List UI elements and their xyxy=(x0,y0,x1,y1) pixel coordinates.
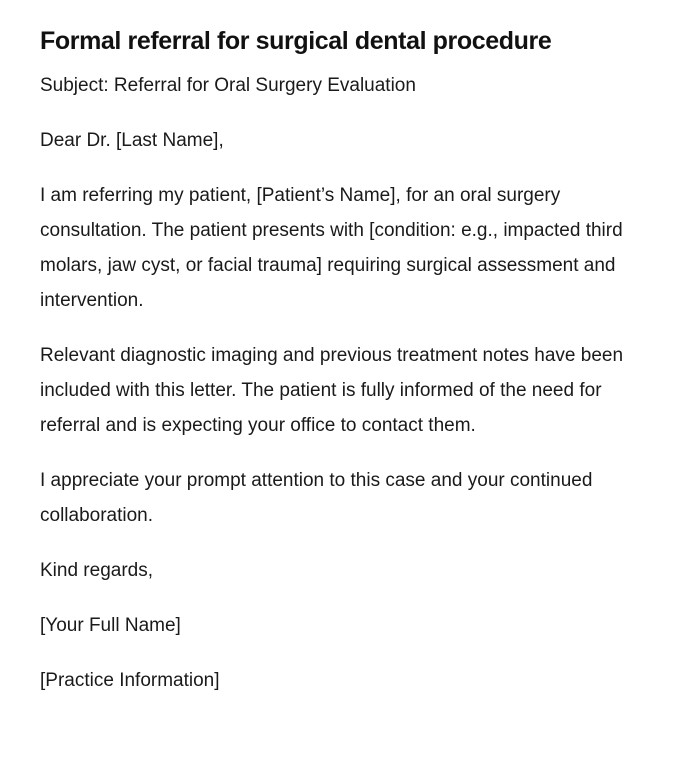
body-paragraph-appreciation: I appreciate your prompt attention to this case and your continued collaboration. xyxy=(40,470,593,526)
subject-line: Subject: Referral for Oral Surgery Evaluation xyxy=(40,75,416,96)
body-paragraph-imaging: Relevant diagnostic imaging and previous treatment notes have been included with this letter. The patient is fully informed of the need for referral and is expecting your office to contact them. xyxy=(40,345,624,436)
signature-practice: [Practice Information] xyxy=(40,670,220,691)
salutation: Dear Dr. [Last Name], xyxy=(40,130,224,151)
document-title: Formal referral for surgical dental procedure xyxy=(40,27,552,55)
body-paragraph-referral: I am referring my patient, [Patient’s Name], for an oral surgery consultation. The patient presents with [condition: e.g., impacted third molars, jaw cyst, or facial trauma] requiring surgical assessment and intervention. xyxy=(40,185,623,311)
signature-name: [Your Full Name] xyxy=(40,615,181,636)
closing: Kind regards, xyxy=(40,560,154,581)
